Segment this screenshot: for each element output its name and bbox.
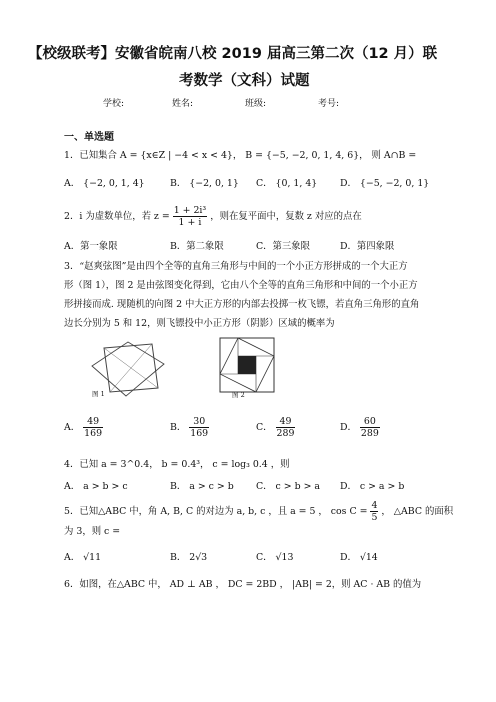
q1-option-a: A． {−2, 0, 1, 4}: [64, 178, 145, 189]
question-6-stem: 6．如图，在△ABC 中， AD ⊥ AB ， DC = 2BD ， |AB| = 2，则 AC · AB 的值为: [64, 579, 422, 590]
school-field: 学校:: [103, 99, 125, 109]
q3-line-2: 形（图 1），图 2 是由弦图变化得到，它由八个全等的直角三角形和中间的一个小正方: [64, 280, 418, 291]
q1-option-b: B． {−2, 0, 1}: [170, 178, 239, 189]
q3-line-1: 3．“赵爽弦图”是由四个全等的直角三角形与中间的一个小正方形拼成的一个大正方: [64, 261, 408, 272]
figure-2: [218, 336, 276, 394]
q3-option-c-label: C．: [256, 422, 273, 433]
fig1-diagonal-2: [110, 344, 152, 392]
q3-d-num: 60: [360, 416, 380, 428]
q5-frac-den: 5: [371, 512, 378, 523]
question-5-line-1: [64, 500, 453, 523]
q3-option-a-label: A．: [64, 422, 81, 433]
q2-fraction: [173, 205, 208, 228]
q4-option-a: A． a > b > c: [64, 481, 128, 492]
question-1-stem: 1．已知集合 A = {x∈Z | −4 < x < 4}， B = {−5, −2, 0, 1, 4, 6}， 则 A∩B =: [64, 150, 417, 161]
q2-stem-pre: 2．i 为虚数单位，若 z =: [64, 211, 170, 222]
q5-option-b: B． 2√3: [170, 552, 208, 563]
q5-line1-post: ， △ABC 的面积: [381, 506, 454, 517]
q2-frac-num: 1 + 2i³: [173, 205, 207, 216]
q1-option-d: D． {−5, −2, 0, 1}: [340, 178, 430, 189]
page-title-line2: 考数学（文科）试题: [179, 73, 310, 89]
q2-option-a: A．第一象限: [64, 241, 118, 252]
question-4-stem: 4．已知 a = 3^0.4， b = 0.4³， c = log₃ 0.4 ，则: [64, 459, 290, 470]
q3-a-num: 49: [83, 416, 103, 428]
q3-option-d: [340, 416, 380, 439]
q3-b-num: 30: [189, 416, 209, 428]
q5-option-a: A． √11: [64, 552, 102, 563]
q3-line-3: 形拼接而成. 现随机的向图 2 中大正方形的内部去投掷一枚飞镖，若直角三角形的直角: [64, 299, 420, 310]
q4-option-b: B． a > c > b: [170, 481, 234, 492]
q3-b-den: 169: [190, 428, 209, 439]
q4-option-c: C． c > b > a: [256, 481, 321, 492]
fig2-shaded-small-square: [238, 356, 256, 374]
q1-option-c: C． {0, 1, 4}: [256, 178, 318, 189]
name-field: 姓名:: [172, 99, 194, 109]
q3-option-a: [64, 416, 103, 439]
figure-2-caption: 图 2: [232, 391, 245, 399]
question-2-stem: [64, 205, 362, 228]
q2-option-b: B．第二象限: [170, 241, 224, 252]
q3-option-d-label: D．: [340, 422, 357, 433]
q5-line1-pre: 5．已知△ABC 中，角 A, B, C 的对边为 a, b, c ，且 a = 5 ， cos C =: [64, 506, 368, 517]
q5-frac-num: 4: [371, 500, 378, 511]
class-field: 班级:: [245, 99, 267, 109]
q3-d-den: 289: [360, 428, 379, 439]
q3-a-den: 169: [84, 428, 103, 439]
figure-1-caption: 图 1: [92, 390, 105, 398]
q2-frac-den: 1 + i: [178, 217, 202, 228]
q3-c-den: 289: [276, 428, 295, 439]
q5-option-d: D． √14: [340, 552, 378, 563]
exam-number-field: 考号:: [318, 99, 340, 109]
q2-option-d: D．第四象限: [340, 241, 395, 252]
q4-option-d: D． c > a > b: [340, 481, 405, 492]
section-heading: 一、单选题: [64, 132, 114, 143]
q2-option-c: C．第三象限: [256, 241, 311, 252]
question-5-line-2: 为 3，则 c =: [64, 526, 121, 537]
page-title-line1: 【校级联考】安徽省皖南八校 2019 届高三第二次（12 月）联: [28, 46, 438, 62]
q3-option-b-label: B．: [170, 422, 187, 433]
q3-line-4: 边长分别为 5 和 12，则飞镖投中小正方形（阴影）区域的概率为: [64, 318, 335, 329]
q5-fraction: [370, 500, 378, 523]
q2-stem-post: ，则在复平面中，复数 z 对应的点在: [210, 211, 362, 222]
q3-option-b: [170, 416, 209, 439]
q5-option-c: C． √13: [256, 552, 294, 563]
q3-c-num: 49: [276, 416, 296, 428]
q3-option-c: [256, 416, 295, 439]
